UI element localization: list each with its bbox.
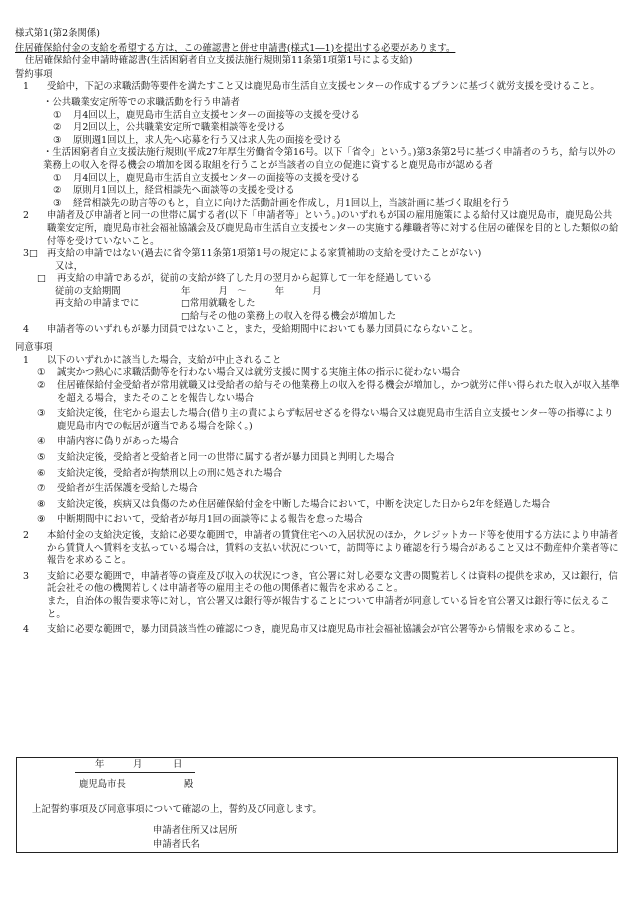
item-number: 3 xyxy=(23,248,29,260)
applicant-address-label[interactable]: 申請者住所又は居所 xyxy=(153,825,238,836)
list-item: ⑤ 支給決定後，受給者と受給者と同一の世帯に属する者が暴力団員と判明した場合 xyxy=(37,452,395,463)
list-item: ① 月4回以上，鹿児島市生活自立支援センターの面接等の支援を受ける xyxy=(53,172,360,184)
addressee xyxy=(79,779,193,792)
pledge-item-4 xyxy=(15,324,621,337)
list-item: ② 原則月1回以上，経営相談先へ面談等の支援を受ける xyxy=(53,185,295,197)
previous-period-row xyxy=(15,286,621,299)
list-item: ③ 支給決定後，住宅から退去した場合(借り主の責によらず転居せざるを得ない場合又は鹿児島市生活自立支援センター等の指導により鹿児島市内での転居が適当である場合を除く。) xyxy=(37,408,614,432)
signature-box xyxy=(16,757,618,853)
list-item: ③ 経営相談先の助言等のもと，自立に向けた活動計画を作成し，月1回以上，当該計画に基づく取組を行う xyxy=(53,197,511,209)
pledge-heading: 誓約事項 xyxy=(15,68,53,80)
confirmation-form xyxy=(15,28,621,637)
item-text: 受給中，下記の求職活動等要件を満たすこと又は鹿児島市生活自立支援センターの作成するプランに基づく就労支援を受けること。 xyxy=(47,81,600,93)
list-item: ① 誠実かつ熱心に求職活動等を行わない場合又は就労支援に関する実施主体の指示に従わない場合 xyxy=(37,367,461,379)
date-year-label: 年 xyxy=(95,759,105,770)
declaration-text: 上記誓約事項及び同意事項について確認の上，誓約及び同意します。 xyxy=(32,804,322,815)
list-item: ① 月4回以上，鹿児島市生活自立支援センターの面接等の支援を受ける xyxy=(53,109,360,121)
item-text: 以下のいずれかに該当した場合，支給が中止されること xyxy=(47,354,282,366)
item-text: 申請者等のいずれもが暴力団員ではないこと，また，受給期間中においても暴力団員にならないこと。 xyxy=(47,323,479,335)
item-number: 2 xyxy=(23,210,29,222)
list-item: ⑧ 支給決定後，疾病又は負傷のため住居確保給付金を中断した場合において，中断を決定した日から2年を経過した場合 xyxy=(37,498,551,510)
consent-item-3-continued: また，自治体の報告要求等に対し，官公署又は銀行等が報告することについて申請者が同意している旨を官公署又は銀行等に伝えること。 xyxy=(47,595,610,620)
item-number: 4 xyxy=(23,323,29,335)
list-item: ⑦ 受給者が生活保護を受給した場合 xyxy=(37,483,198,495)
date-day-label: 日 xyxy=(173,759,183,770)
item-text: 支給に必要な範囲で，暴力団員該当性の確認につき，鹿児島市又は鹿児島市社会福祉協議会が官公署等から情報を求めること。 xyxy=(47,624,581,636)
or-text: 又は， xyxy=(55,260,84,272)
previous-period-value: 年 月 〜 年 月 xyxy=(181,285,322,297)
applicant-name-label[interactable]: 申請者氏名 xyxy=(153,839,200,850)
honorific: 殿 xyxy=(183,779,194,790)
item-number: 3 xyxy=(23,570,29,582)
pledge-item-1 xyxy=(15,81,621,94)
item-text: 支給に必要な範囲で，申請者等の資産及び収入の状況につき，官公署に対し必要な文書の閲覧若しくは資料の提供を求め，又は銀行，信託会社その他の機関若しくは申請者等の雇用主その他の関係者に報告を求めること。 xyxy=(47,570,618,595)
date-month-label: 月 xyxy=(133,759,143,770)
reason-income-increase[interactable]: □給与その他の業務上の収入を得る機会が増加した xyxy=(181,311,397,323)
form-number: 様式第1(第2条関係) xyxy=(15,28,100,39)
list-item: ④ 申請内容に偽りがあった場合 xyxy=(37,436,179,448)
reason-employment[interactable]: □常用就職をした xyxy=(181,298,256,310)
reapply-reason-row-2 xyxy=(15,311,621,324)
consent-item-1 xyxy=(15,355,621,368)
item-number: 1 xyxy=(23,354,29,366)
reapply-reason-label: 再支給の申請までに xyxy=(55,298,140,310)
pledge-item-3 xyxy=(15,248,621,261)
item-text: 本給付金の支給決定後，支給に必要な範囲で，申請者の賃貸住宅への入居状況のほか，クレジットカード等を使用する方法により申請者から賃貸人へ賃料を支払っている場合は，賃料の支払い状況について，訪問等により確認を行う場合があること又は不動産仲介業者等に報告を求めること。 xyxy=(47,529,619,567)
consent-heading: 同意事項 xyxy=(15,342,53,354)
consent-item-2 xyxy=(15,530,621,568)
business-applicant-label: ・生活困窮者自立支援法施行規則(平成27年厚生労働省令第16号。以下「省令」という。)第3条第2号に基づく申請者のうち，給与以外の業務上の収入を得る機会の増加を図る取組を行うことが当該者の自立の促進に資すると鹿児島市が認める者 xyxy=(43,147,616,171)
item-number: 2 xyxy=(23,529,29,541)
consent-item-3 xyxy=(15,571,621,596)
list-item: ② 月2回以上，公共職業安定所で職業相談等を受ける xyxy=(53,122,286,134)
reapply-reason-row xyxy=(15,298,621,311)
list-item: ② 住居確保給付金受給者が常用就職又は受給者の給与その他業務上の収入を得る機会が増加し，かつ就労に伴い得られた収入が収入基準を超える場合，またそのことを報告しない場合 xyxy=(37,380,620,404)
pledge-section xyxy=(15,69,621,336)
checkbox[interactable]: □ xyxy=(28,248,38,260)
addressee-name: 鹿児島市長 xyxy=(79,779,126,790)
item-text: 申請者及び申請者と同一の世帯に属する者(以下「申請者等」という。)のいずれもが国の雇用施策による給付又は鹿児島市，鹿児島公共職業安定所，鹿児島市社会福祉協議会及び鹿児島市生活自立支援センターの実施する離職者等に対する住居の確保を目的とした類似の給付等を受けていないこと。 xyxy=(47,210,619,247)
consent-section xyxy=(15,342,621,636)
first-application-option: 再支給の申請ではない(過去に省令第11条第1項第1号の規定による家賃補助の支給を受けたことがない) xyxy=(47,248,482,260)
job-search-applicant-label: ・公共職業安定所等での求職活動を行う申請者 xyxy=(43,96,240,108)
date-field[interactable] xyxy=(75,760,195,773)
form-title: 住居確保給付金申請時確認書(生活困窮者自立支援法施行規則第11条第1項第1号による支給) xyxy=(25,55,413,67)
list-item: ⑨ 中断期間中において，受給者が毎月1回の面談等による報告を怠った場合 xyxy=(37,514,363,526)
submission-notice: 住居確保給付金の支給を希望する方は，この確認書と併せ申請書(様式1―1)を提出する必要があります。 xyxy=(15,42,456,54)
item-number: 1 xyxy=(23,81,29,93)
list-item: ③ 原則週1回以上，求人先へ応募を行う又は求人先の面接を受ける xyxy=(53,134,342,146)
pledge-item-2 xyxy=(15,210,621,248)
previous-period-label: 従前の支給期間 xyxy=(55,285,121,297)
consent-item-4 xyxy=(15,624,621,637)
item-number: 4 xyxy=(23,624,29,636)
reapplication-option: 再支給の申請であるが，従前の支給が終了した月の翌月から起算して一年を経過している xyxy=(57,273,433,285)
list-item: ⑥ 支給決定後，受給者が拘禁刑以上の刑に処された場合 xyxy=(37,467,283,479)
reapplication-option-row xyxy=(15,273,621,286)
checkbox[interactable]: □ xyxy=(37,273,46,285)
